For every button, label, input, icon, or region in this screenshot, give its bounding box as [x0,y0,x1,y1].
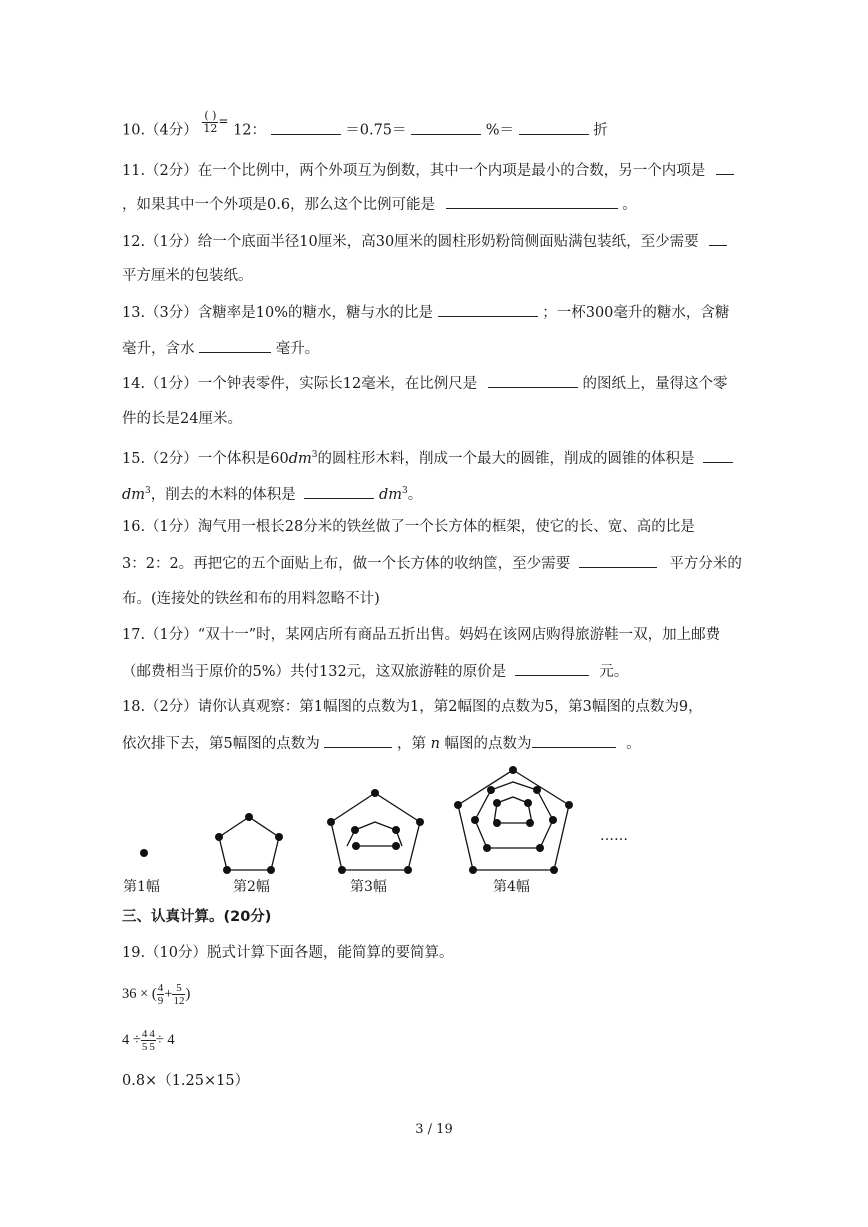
q18-text-4: 幅图的点数为 [444,736,532,752]
q11-blank-1[interactable] [716,160,734,175]
q18-line-1 [122,697,703,717]
q11-text-1: 11.（2分）在一个比例中，两个外项互为倒数，其中一个内项是最小的合数，另一个内项是 [122,163,706,179]
q19-expr-2 [122,1028,175,1053]
q17-text-1: 17.（1分）“双十一”时，某网店所有商品五折出售。妈妈在该网店购得旅游鞋一双，加上邮费 [122,627,721,643]
q11-line-2 [122,194,637,215]
q19-e2-den-2: 5 [149,1041,155,1053]
q14-line-2 [122,409,242,429]
q15-unit-2: dm [122,486,146,503]
q13-line-1 [122,302,729,323]
q11-line-1 [122,160,734,181]
q18-text-3: ，第 [396,736,426,752]
q18-blank-2[interactable] [532,733,616,748]
q10-blank-3[interactable] [519,120,589,135]
q15-line-1 [122,445,733,469]
q14-text-1: 14.（1分）一个钟表零件，实际长12毫米，在比例尺是 [122,376,478,392]
q13-text-1: 13.（3分）含糖率是10%的糖水，糖与水的比是 [122,305,434,321]
q16-text-4: 布。(连接处的铁丝和布的用料忽略不计) [122,591,380,607]
q19-e1-plus: + [164,985,173,1002]
q18-text-1: 18.（2分）请你认真观察：第1幅图的点数为1，第2幅图的点数为5，第3幅图的点数为9， [122,699,703,715]
q13-blank-2[interactable] [199,338,271,353]
q15-unit-3: dm [379,486,403,503]
q15-exp-1: 3 [311,450,318,460]
q16-blank[interactable] [579,553,657,568]
q11-text-2: ，如果其中一个外项是0.6，那么这个比例可能是 [122,197,436,213]
q19-e1-den-1: 9 [157,995,164,1007]
fig2-pentagon [219,817,279,870]
q18-text-5: 。 [626,736,641,752]
q10-frac-numerator: ( ) [204,109,217,122]
q17-line-1 [122,625,720,645]
q12-blank[interactable] [709,231,727,246]
q19-e2-num-1: 4 [141,1028,148,1040]
q16-line-2 [122,553,742,574]
q10-eq: = [218,113,229,128]
fig1-label: 第1幅 [123,879,160,895]
q15-text-1: 15.（2分）一个体积是60 [122,450,289,467]
q13-text-4: 毫升。 [275,341,320,357]
q15-text-4: 。 [407,486,423,503]
q19-e1-lead: 36 × ( [122,985,157,1002]
q10-decimal: ＝0.75＝ [345,122,407,139]
q12-line-1 [122,231,727,252]
q15-text-3: ，削去的木料的体积是 [150,486,296,503]
fig4-middle-left [475,820,487,848]
q16-text-1: 16.（1分）淘气用一根长28分米的铁丝做了一个长方体的框架，使它的长、宽、高的比是 [122,519,695,535]
q11-text-3: 。 [622,197,637,213]
q19-expr-1 [122,982,190,1007]
q19-text: 19.（10分）脱式计算下面各题，能简算的要简算。 [122,945,454,961]
q19-e1-num-2: 5 [172,982,185,995]
q15-unit-1: dm [288,450,312,467]
q13-blank-1[interactable] [438,302,538,317]
q16-text-2: 3：2：2。再把它的五个面贴上布，做一个长方体的收纳筐，至少需要 [122,556,571,572]
page-number: 3 / 19 [415,1122,453,1137]
q10-blank-1[interactable] [271,120,341,135]
q17-line-2 [122,661,628,682]
q19-e2-den-1: 5 [141,1041,148,1053]
q14-text-2: 的图纸上，量得这个零 [582,376,728,392]
q13-text-2: ；一杯300毫升的糖水，含糖 [542,305,730,321]
q15-exp-3: 3 [402,486,408,496]
q16-line-1 [122,517,695,537]
q18-n: n [430,736,440,752]
q15-exp-2: 3 [145,486,151,496]
fig3-outer-pentagon [331,793,420,870]
q10-blank-2[interactable] [411,120,481,135]
q18-text-2: 依次排下去，第5幅图的点数为 [122,736,320,752]
q19-e2-frac-2 [148,1028,156,1053]
section-3-heading: 三、认真计算。(20分) [122,909,272,925]
q13-text-3: 毫升，含水 [122,341,195,357]
q14-blank[interactable] [488,373,578,388]
fig2-label: 第2幅 [233,879,270,895]
q10-ratio-lead: 12： [233,122,267,139]
q16-text-3: 平方分米的 [669,556,742,572]
q17-blank[interactable] [515,661,589,676]
q12-text-1: 12.（1分）给一个底面半径10厘米，高30厘米的圆柱形奶粉筒侧面贴满包装纸，至少需要 [122,234,699,250]
q19-line [122,943,454,963]
q15-blank-2[interactable] [304,484,374,499]
q10-percent: %＝ [485,122,515,139]
q14-text-3: 件的长是24厘米。 [122,411,242,427]
q10-frac-denominator: 12 [203,122,218,135]
fig-ellipsis: …… [600,828,628,844]
q19-e1-frac-2 [172,982,185,1007]
q10-discount: 折 [593,122,608,139]
q19-e2-num-2: 4 [149,1028,155,1040]
q19-e2-lead: 4 ÷ [122,1031,141,1048]
fig4-label: 第4幅 [493,879,530,895]
q19-e2-tail: ÷ 4 [155,1031,175,1048]
q10-head: 10.（4分） [122,122,198,139]
q17-text-2: （邮费相当于原价的5%）共付132元，这双旅游鞋的原价是 [122,664,507,680]
q19-e2-frac-1 [141,1028,149,1053]
q14-line-1 [122,373,727,394]
q18-line-2 [122,733,641,754]
q10-fraction [202,110,218,135]
q13-line-2 [122,338,319,359]
q11-blank-2[interactable] [446,194,618,209]
q19-e1-den-2: 12 [173,995,185,1007]
q10-line [122,109,608,143]
q16-line-3 [122,589,380,609]
q17-text-3: 元。 [599,664,629,680]
fig3-label: 第3幅 [350,879,387,895]
q15-line-2 [122,481,422,505]
fig4-middle-right [540,820,553,848]
q19-e3: 0.8×（1.25×15） [122,1073,250,1089]
q19-e1-num-1: 4 [157,982,164,994]
q19-e1-close: ) [185,985,191,1002]
q12-text-2: 平方厘米的包装纸。 [122,268,253,284]
q19-expr-3 [122,1071,249,1091]
q15-text-2: 的圆柱形木料，削成一个最大的圆锥，削成的圆锥的体积是 [317,450,695,467]
q12-line-2 [122,266,253,286]
q18-blank-1[interactable] [324,733,392,748]
q15-blank-1[interactable] [703,448,733,463]
